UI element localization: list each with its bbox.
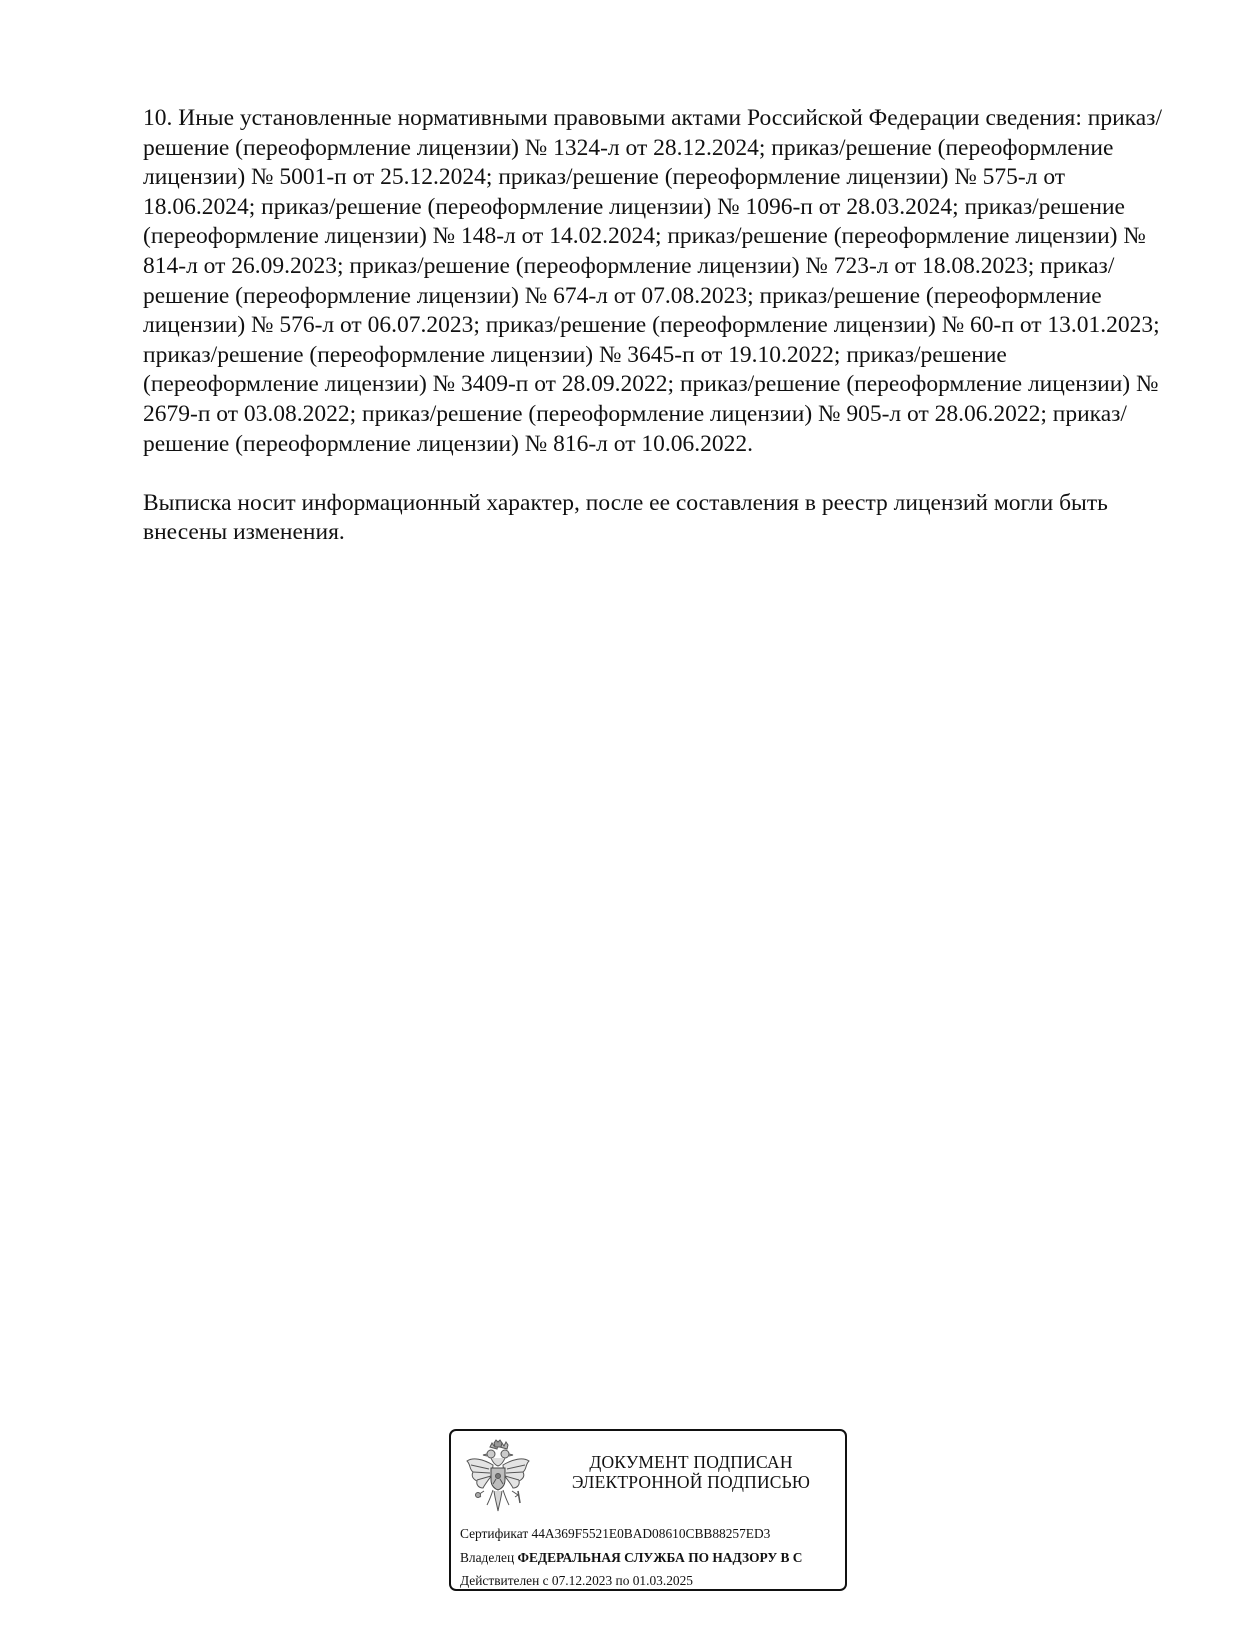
electronic-signature-stamp	[449, 1429, 847, 1591]
stamp-title	[541, 1452, 841, 1492]
stamp-title-line-1: ДОКУМЕНТ ПОДПИСАН	[589, 1452, 793, 1472]
owner-label: Владелец	[460, 1550, 515, 1565]
validity-line: Действителен с 07.12.2023 по 01.03.2025	[460, 1573, 693, 1588]
certificate-label: Сертификат	[460, 1526, 529, 1541]
certificate-value: 44A369F5521E0BAD08610CBB88257ED3	[531, 1526, 771, 1541]
paragraph-other-information: 10. Иные установленные нормативными правовыми актами Российской Федерации сведения: приказ/решение (переоформление лицензии) № 1324-л от 28.12.2024; приказ/решение (переоформление лицензии) № 5001-п от 25.12.2024; приказ/решение (переоформление лицензии) № 575-л от 18.06.2024; приказ/решение (переоформление лицензии) № 1096-п от 28.03.2024; приказ/решение (переоформление лицензии) № 148-л от 14.02.2024; приказ/решение (переоформление лицензии) № 814-л от 26.09.2023; приказ/решение (переоформление лицензии) № 723-л от 18.08.2023; приказ/решение (переоформление лицензии) № 674-л от 07.08.2023; приказ/решение (переоформление лицензии) № 576-л от 06.07.2023; приказ/решение (переоформление лицензии) № 60-п от 13.01.2023; приказ/решение (переоформление лицензии) № 3645-п от 19.10.2022; приказ/решение (переоформление лицензии) № 3409-п от 28.09.2022; приказ/решение (переоформление лицензии) № 2679-п от 03.08.2022; приказ/решение (переоформление лицензии) № 905-л от 28.06.2022; приказ/решение (переоформление лицензии) № 816-л от 10.06.2022.	[143, 105, 1162, 457]
certificate-line	[460, 1526, 770, 1542]
eagle-emblem-icon	[463, 1439, 533, 1517]
paragraph-disclaimer: Выписка носит информационный характер, после ее составления в реестр лицензий могли быть внесены изменения.	[143, 489, 1108, 546]
owner-value: ФЕДЕРАЛЬНАЯ СЛУЖБА ПО НАДЗОРУ В С	[517, 1550, 803, 1565]
document-body	[143, 104, 1163, 548]
owner-line	[460, 1550, 802, 1566]
stamp-title-line-2: ЭЛЕКТРОННОЙ ПОДПИСЬЮ	[571, 1472, 811, 1492]
